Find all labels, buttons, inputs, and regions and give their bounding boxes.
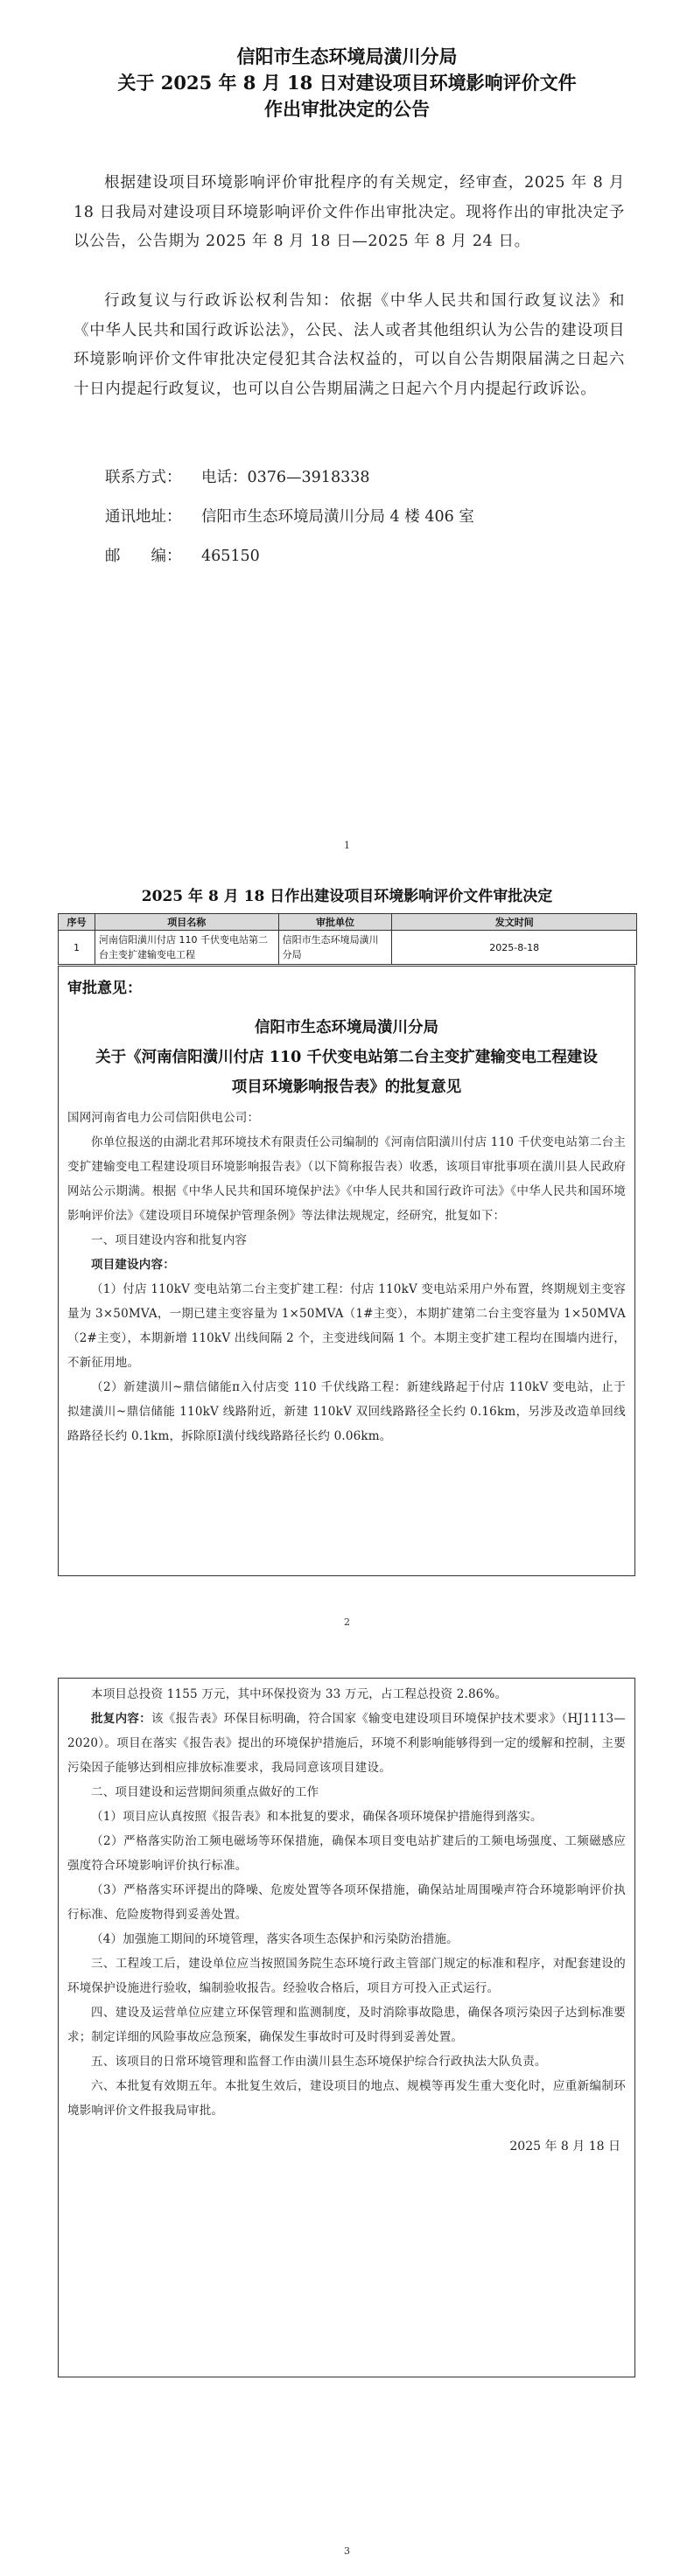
page-1 — [0, 0, 694, 857]
reply-title-line-1: 信阳市生态环境局潢川分局 — [255, 1019, 438, 1037]
contact-postcode — [105, 542, 260, 571]
contact-address — [105, 503, 474, 532]
construction-content-label: 项目建设内容： — [91, 1258, 175, 1272]
reply-date: 2025 年 8 月 18 日 — [509, 2140, 620, 2154]
decision-table — [58, 913, 637, 965]
page-number-3: 3 — [344, 2545, 350, 2557]
requirement-item-3: （3）严格落实环评提出的降噪、危废处置等各项环保措施，确保站址周围噪声符合环境影响评价执行标准、危险废物得到妥善处置。 — [67, 1883, 626, 1922]
page-number-1: 1 — [344, 840, 350, 851]
contact-postcode-label: 邮 编： — [105, 548, 182, 565]
reply-section-4: 四、建设及运营单位应建立环保管理和监测制度，及时消除事故隐患，确保各项污染因子达到标准要求；制定详细的风险事故应急预案，确保发生事故时可及时得到妥善处置。 — [67, 2006, 626, 2044]
requirement-item-1: （1）项目应认真按照《报告表》和本批复的要求，确保各项环境保护措施得到落实。 — [91, 1810, 543, 1824]
construction-item-1: （1）付店 110kV 变电站第二台主变扩建工程：付店 110kV 变电站采用户外布置，终期规划主变容量为 3×50MVA，一期已建主变容量为 1×50MVA（1#主变），本期扩建第二台主变容量为 1×50MVA（2#主变），本期新增 110kV 出线间隔 2 个，主变进线间隔 1 个。本期主变扩建工程均在围墙内进行，不新征用地。 — [67, 1282, 626, 1370]
table-header-cell: 项目名称 — [95, 914, 278, 931]
table-cell-project-name: 河南信阳潢川付店 110 千伏变电站第二台主变扩建输变电工程 — [95, 931, 278, 965]
announcement-paragraph-1: 根据建设项目环境影响评价审批程序的有关规定，经审查，2025 年 8 月 18 日我局对建设项目环境影响评价文件作出审批决定。现将作出的审批决定予以公告，公告期为 2025 年 8 月 18 日—2025 年 8 月 24 日。 — [74, 174, 625, 250]
table-cell-index: 1 — [59, 931, 95, 965]
reply-section-2-heading: 二、项目建设和运营期间须重点做好的工作 — [91, 1785, 319, 1799]
reply-title-line-3: 项目环境影响报告表》的批复意见 — [231, 1079, 462, 1096]
page-number-2: 2 — [344, 1616, 350, 1628]
addressee: 国网河南省电力公司信阳供电公司： — [67, 1111, 260, 1125]
approval-content-label: 批复内容： — [91, 1712, 151, 1726]
contact-phone-value: 电话：0376—3918338 — [201, 469, 370, 486]
table-cell-date: 2025-8-18 — [392, 931, 637, 965]
table-cell-approver: 信阳市生态环境局潢川分局 — [278, 931, 392, 965]
table-header-cell: 序号 — [59, 914, 95, 931]
reply-section-1-heading: 一、项目建设内容和批复内容 — [91, 1233, 248, 1247]
title-line-2: 关于 2025 年 8 月 18 日对建设项目环境影响评价文件 — [117, 72, 577, 94]
contact-phone-label: 联系方式： — [105, 469, 182, 486]
reply-section-3: 三、工程竣工后，建设单位应当按照国务院生态环境行政主管部门规定的标准和程序，对配套建设的环境保护设施进行验收，编制验收报告。经验收合格后，项目方可投入正式运行。 — [67, 1957, 626, 1995]
table-header-row — [59, 914, 637, 931]
contact-phone — [105, 464, 369, 492]
investment-paragraph: 本项目总投资 1155 万元，其中环保投资为 33 万元，占工程总投资 2.86%。 — [91, 1687, 508, 1701]
table-header-cell: 审批单位 — [278, 914, 392, 931]
review-opinion-box-page3 — [58, 1678, 635, 2377]
review-label: 审批意见： — [67, 980, 142, 997]
requirement-item-4: （4）加强施工期间的环境管理，落实各项生态保护和污染防治措施。 — [91, 1932, 459, 1946]
decision-list-title: 2025 年 8 月 18 日作出建设项目环境影响评价文件审批决定 — [141, 888, 553, 905]
announcement-paragraph-2: 行政复议与行政诉讼权利告知：依据《中华人民共和国行政复议法》和《中华人民共和国行政诉讼法》，公民、法人或者其他组织认为公告的建设项目环境影响评价文件审批决定侵犯其合法权益的，可以自公告期限届满之日起六十日内提起行政复议，也可以自公告期届满之日起六个月内提起行政诉讼。 — [74, 292, 625, 398]
announcement-title — [0, 44, 694, 122]
title-line-3: 作出审批决定的公告 — [264, 98, 430, 120]
table-header-cell: 发文时间 — [392, 914, 637, 931]
contact-address-value: 信阳市生态环境局潢川分局 4 楼 406 室 — [201, 508, 474, 526]
reply-paragraph-intro: 你单位报送的由湖北君邦环境技术有限责任公司编制的《河南信阳潢川付店 110 千伏变电站第二台主变扩建输变电工程建设项目环境影响报告表》（以下简称报告表）收悉，该项目审批事项在潢川县人民政府网站公示期满。根据《中华人民共和国环境保护法》《中华人民共和国行政许可法》《中华人民共和国环境影响评价法》《建设项目环境保护管理条例》等法律法规规定，经研究，批复如下： — [67, 1135, 626, 1223]
contact-address-label: 通讯地址： — [105, 508, 182, 526]
title-line-1: 信阳市生态环境局潢川分局 — [236, 45, 458, 67]
reply-section-6: 六、本批复有效期五年。本批复生效后，建设项目的地点、规模等再发生重大变化时，应重新编制环境影响评价文件报我局审批。 — [67, 2079, 626, 2118]
contact-postcode-value: 465150 — [201, 548, 260, 565]
reply-section-5: 五、该项目的日常环境管理和监督工作由潢川县生态环境保护综合行政执法大队负责。 — [91, 2055, 547, 2069]
requirement-item-2: （2）严格落实防治工频电磁场等环保措施，确保本项目变电站扩建后的工频电场强度、工频磁感应强度符合环境影响评价执行标准。 — [67, 1834, 626, 1873]
approval-content-paragraph — [67, 1707, 626, 1780]
table-row — [59, 931, 637, 965]
construction-item-2: （2）新建潢川~鼎信储能π入付店变 110 千伏线路工程：新建线路起于付店 110kV 变电站，止于拟建潢川~鼎信储能 110kV 线路附近，新建 110kV 双回线路路径全长约 0.16km，另涉及改造单回线路路径长约 0.1km，拆除原Ⅰ潢付线线路路径长约 0.06km。 — [67, 1380, 626, 1443]
review-opinion-box-page2 — [58, 966, 635, 1576]
approval-content-text: 该《报告表》环保目标明确，符合国家《输变电建设项目环境保护技术要求》（HJ1113—2020）。项目在落实《报告表》提出的环境保护措施后，环境不利影响能够得到一定的缓解和控制，主要污染因子能够达到相应排放标准要求，我局同意该项目建设。 — [67, 1712, 626, 1775]
reply-title-line-2: 关于《河南信阳潢川付店 110 千伏变电站第二台主变扩建输变电工程建设 — [95, 1049, 598, 1066]
